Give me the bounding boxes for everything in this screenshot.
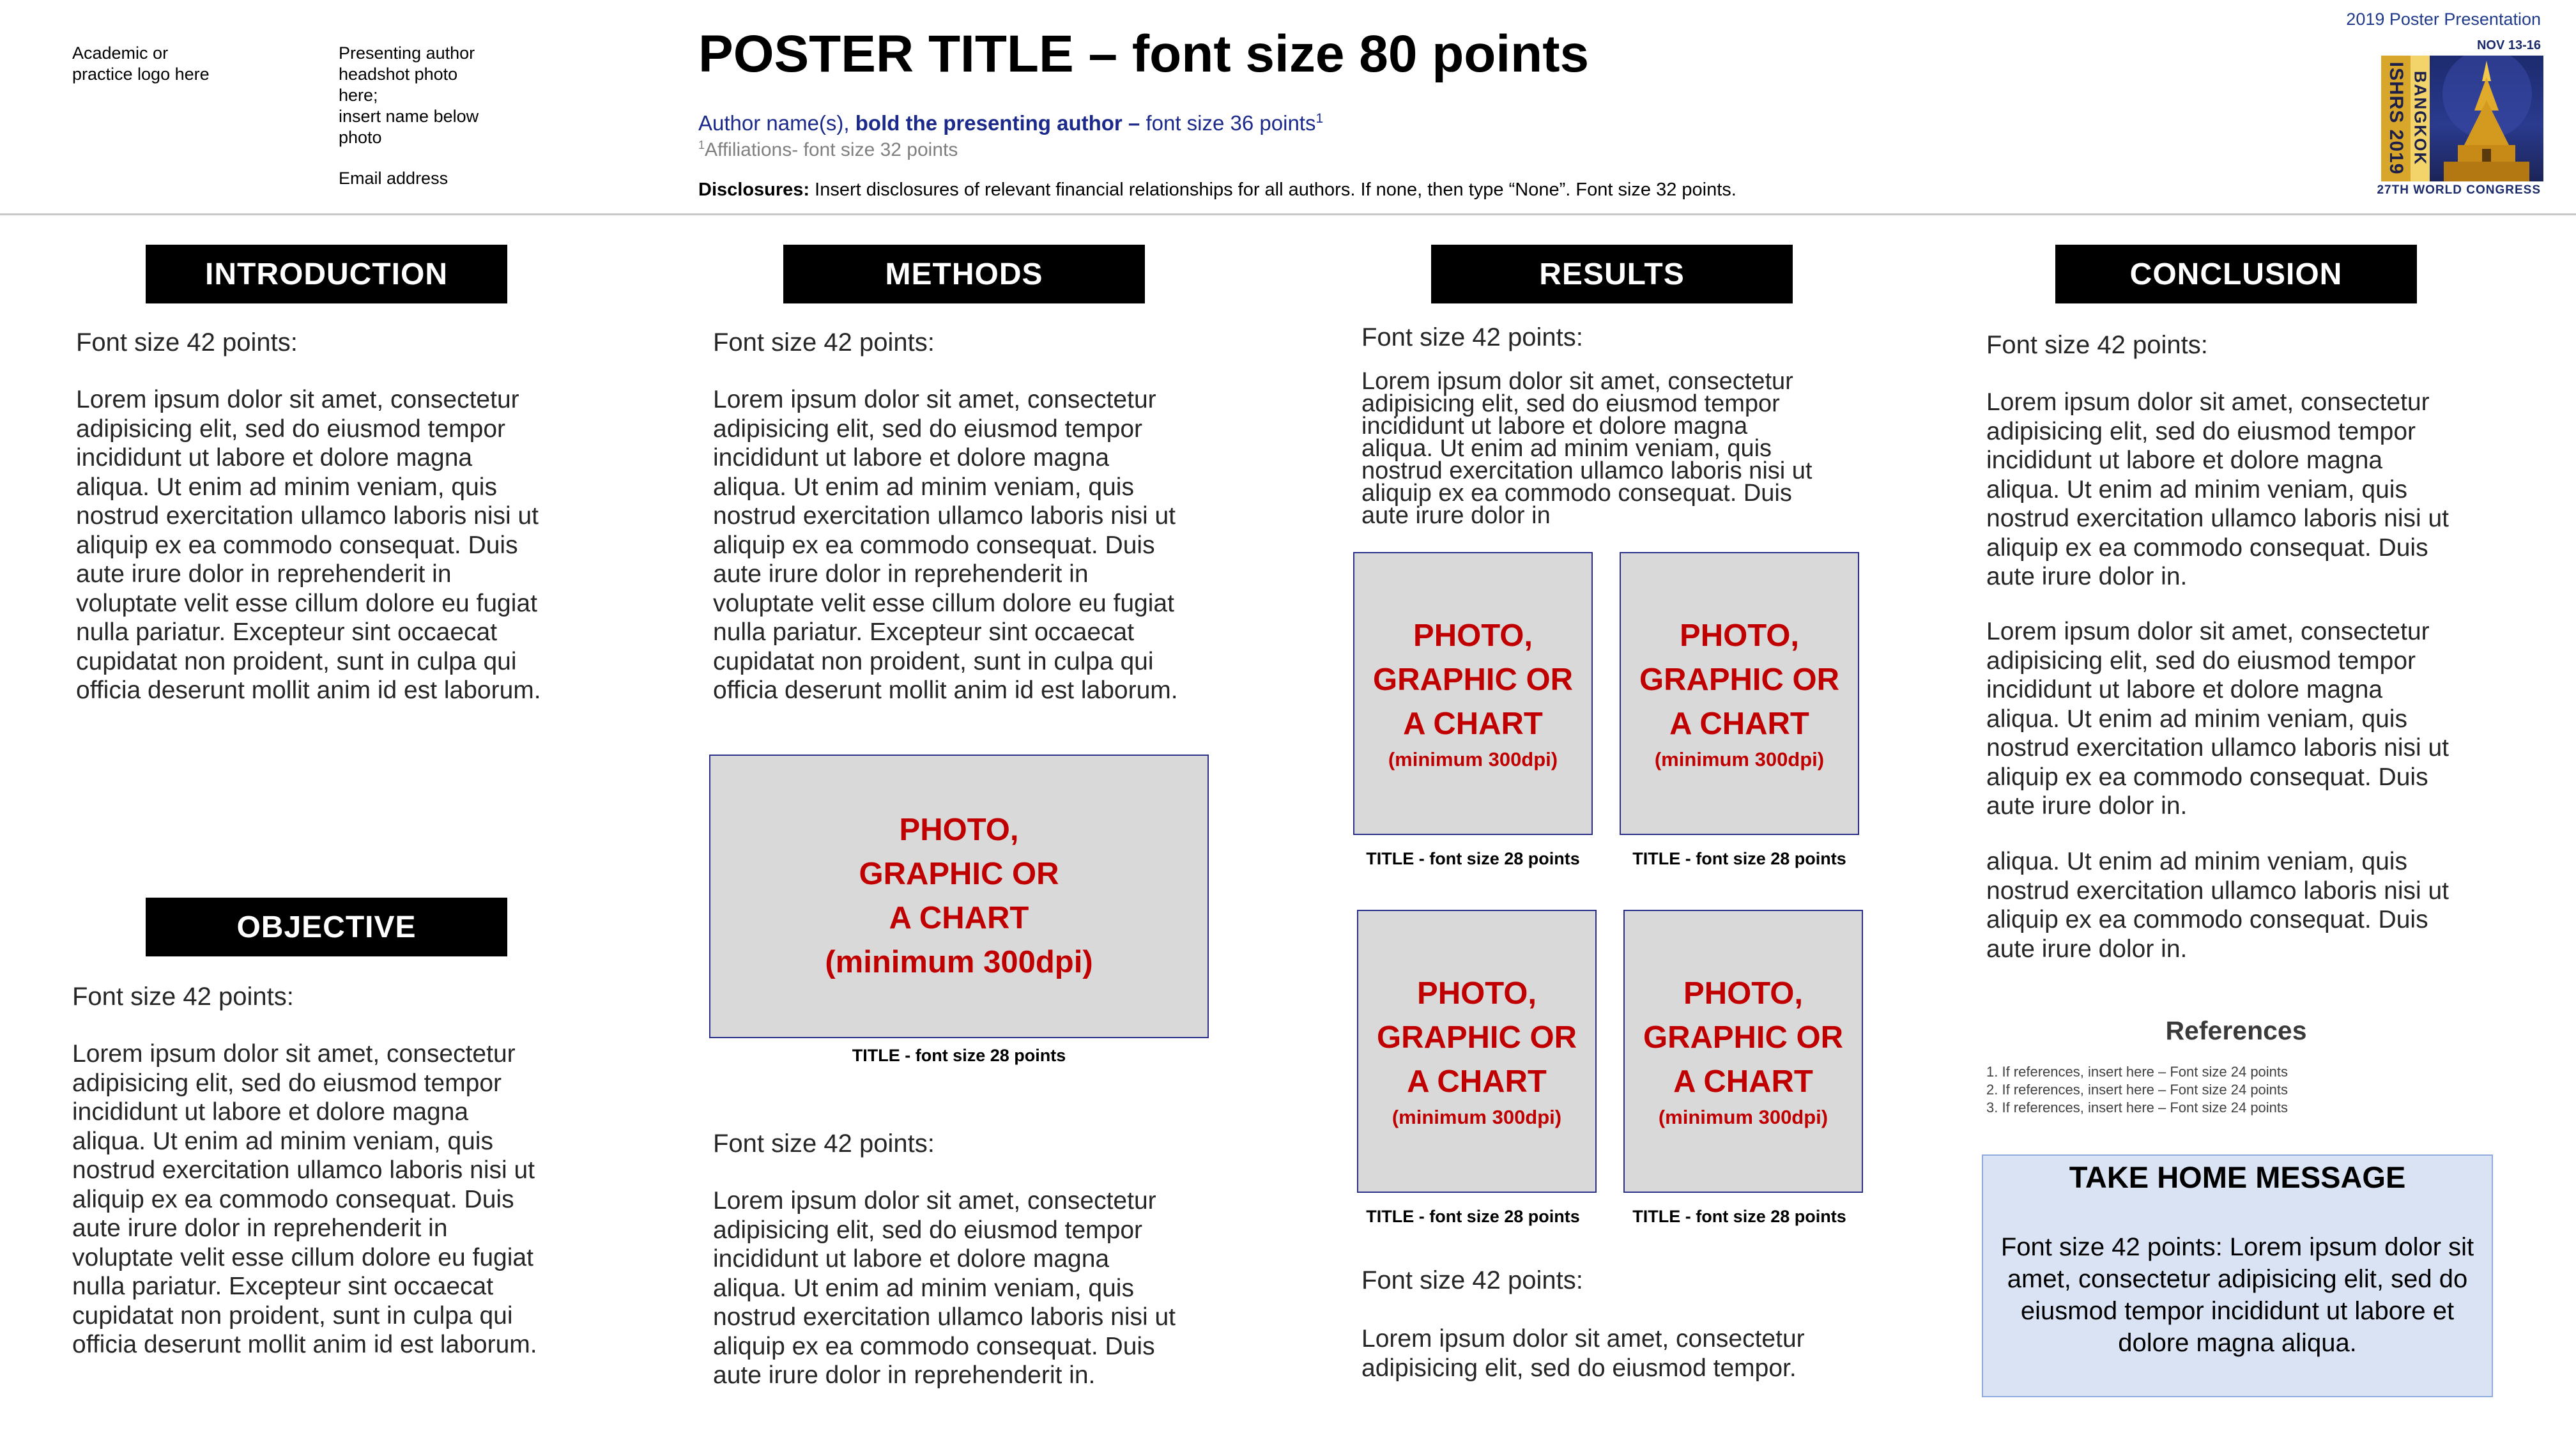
- edition-label: 2019 Poster Presentation: [2346, 10, 2541, 29]
- headshot-placeholder-line: headshot photo: [339, 65, 458, 84]
- body-line: Lorem ipsum dolor sit amet, consectetur: [76, 386, 519, 413]
- body-line: incididunt ut labore et dolore magna: [76, 444, 473, 471]
- results-figure-caption-2: TITLE - font size 28 points: [1632, 849, 1846, 868]
- body-line: nostrud exercitation ullamco laboris nisi ut: [713, 502, 1176, 530]
- objective-heading: OBJECTIVE: [146, 898, 507, 956]
- body-line: adipisicing elit, sed do eiusmod tempor.: [1361, 1354, 1797, 1382]
- author-font-note: font size 36 points: [1140, 111, 1316, 135]
- conclusion-label: Font size 42 points:: [1986, 331, 2208, 359]
- disclosures-label: Disclosures:: [698, 180, 810, 200]
- body-line: adipisicing elit, sed do eiusmod tempor: [1361, 390, 1780, 417]
- body-line: aliqua. Ut enim ad minim veniam, quis: [713, 473, 1134, 501]
- body-line: nostrud exercitation ullamco laboris nisi ut: [713, 1303, 1176, 1331]
- results-figure-placeholder-1: [1353, 552, 1593, 835]
- body-line: voluptate velit esse cillum dolore eu fugiat: [713, 589, 1174, 617]
- reference-item: 1. If references, insert here – Font size 24 points: [1986, 1064, 2288, 1080]
- body-line: Lorem ipsum dolor sit amet, consectetur: [713, 1187, 1156, 1215]
- body-line: incididunt ut labore et dolore magna: [1361, 413, 1748, 440]
- body-line: aute irure dolor in reprehenderit in: [72, 1215, 448, 1242]
- body-line: Lorem ipsum dolor sit amet, consectetur: [1361, 368, 1793, 395]
- conclusion-para-1: [1986, 388, 2449, 592]
- body-line: adipisicing elit, sed do eiusmod tempor: [1986, 417, 2416, 445]
- poster-title: POSTER TITLE – font size 80 points: [698, 25, 1590, 83]
- placeholder-dpi: (minimum 300dpi): [825, 945, 1093, 979]
- introduction-heading: INTRODUCTION: [146, 245, 507, 303]
- take-home-line: eiusmod tempor incididunt ut labore et: [2020, 1297, 2455, 1325]
- take-home-line: amet, consectetur adipisicing elit, sed do: [2007, 1265, 2468, 1293]
- congress-logo-line1: ISHRS 2019: [2386, 61, 2407, 175]
- placeholder-line: GRAPHIC OR: [1639, 663, 1840, 697]
- placeholder-line: PHOTO,: [1680, 618, 1799, 653]
- take-home-body: [1983, 1231, 2492, 1359]
- body-line: aliqua. Ut enim ad minim veniam, quis: [72, 1127, 493, 1155]
- placeholder-line: A CHART: [1407, 1064, 1547, 1099]
- body-line: nostrud exercitation ullamco laboris nisi ut: [72, 1156, 535, 1184]
- objective-body: [72, 1039, 537, 1360]
- temple-icon: [2430, 56, 2543, 181]
- references-list: [1986, 1063, 2288, 1117]
- placeholder-line: A CHART: [1673, 1064, 1813, 1099]
- body-line: nostrud exercitation ullamco laboris nisi ut: [1986, 505, 2450, 532]
- body-line: adipisicing elit, sed do eiusmod tempor: [713, 415, 1143, 443]
- body-line: voluptate velit esse cillum dolore eu fugiat: [72, 1243, 533, 1271]
- take-home-message-box: [1982, 1154, 2493, 1397]
- placeholder-line: PHOTO,: [1413, 618, 1533, 653]
- author-line: [698, 111, 1323, 135]
- body-line: officia deserunt mollit anim id est laborum.: [72, 1331, 537, 1358]
- author-superscript: 1: [1315, 111, 1324, 126]
- body-line: incididunt ut labore et dolore magna: [713, 444, 1110, 471]
- methods-body-2: [713, 1186, 1176, 1390]
- body-line: adipisicing elit, sed do eiusmod tempor: [76, 415, 506, 443]
- body-line: adipisicing elit, sed do eiusmod tempor: [713, 1216, 1143, 1244]
- methods-figure-caption: TITLE - font size 28 points: [852, 1046, 1066, 1065]
- body-line: aliqua. Ut enim ad minim veniam, quis: [713, 1274, 1134, 1302]
- body-line: nostrud exercitation ullamco laboris nisi ut: [1986, 877, 2450, 905]
- headshot-placeholder-line: here;: [339, 86, 378, 105]
- conclusion-para-2: [1986, 617, 2449, 821]
- body-line: aliquip ex ea commodo consequat. Duis: [1986, 763, 2428, 791]
- body-line: nostrud exercitation ullamco laboris nisi ut: [1361, 457, 1813, 484]
- logo-placeholder-line: practice logo here: [72, 65, 210, 84]
- placeholder-dpi: (minimum 300dpi): [1654, 748, 1825, 770]
- body-line: nostrud exercitation ullamco laboris nisi ut: [76, 502, 539, 530]
- disclosures-text: Insert disclosures of relevant financial relationships for all authors. If none, then type “None”. Font size 32 points.: [809, 180, 1736, 200]
- placeholder-line: PHOTO,: [899, 813, 1019, 847]
- body-line: voluptate velit esse cillum dolore eu fugiat: [76, 589, 537, 617]
- body-line: aute irure dolor in reprehenderit in: [713, 560, 1089, 588]
- body-line: incididunt ut labore et dolore magna: [72, 1098, 469, 1126]
- congress-dates: NOV 13-16: [2476, 38, 2541, 52]
- placeholder-line: A CHART: [1669, 707, 1809, 741]
- congress-name: 27TH WORLD CONGRESS: [2377, 183, 2541, 197]
- body-line: nulla pariatur. Excepteur sint occaecat: [72, 1273, 494, 1300]
- methods-label-2: Font size 42 points:: [713, 1130, 935, 1158]
- headshot-placeholder-line: insert name below: [339, 107, 479, 126]
- reference-item: 3. If references, insert here – Font size 24 points: [1986, 1100, 2288, 1116]
- body-line: nostrud exercitation ullamco laboris nisi ut: [1986, 734, 2450, 762]
- results-body: [1361, 368, 1813, 529]
- logo-placeholder: [72, 43, 210, 85]
- objective-label: Font size 42 points:: [72, 983, 294, 1011]
- disclosures: [698, 180, 1736, 201]
- body-line: aute irure dolor in reprehenderit in.: [713, 1361, 1096, 1389]
- body-line: nulla pariatur. Excepteur sint occaecat: [76, 618, 498, 646]
- body-line: aliqua. Ut enim ad minim veniam, quis: [1986, 475, 2407, 503]
- placeholder-dpi: (minimum 300dpi): [1658, 1106, 1828, 1128]
- body-line: incididunt ut labore et dolore magna: [1986, 447, 2383, 474]
- body-line: adipisicing elit, sed do eiusmod tempor: [1986, 647, 2416, 675]
- results-figure-caption-1: TITLE - font size 28 points: [1366, 849, 1580, 868]
- body-line: aliquip ex ea commodo consequat. Duis: [72, 1185, 514, 1213]
- body-line: officia deserunt mollit anim id est laborum.: [76, 677, 541, 704]
- body-line: aliquip ex ea commodo consequat. Duis: [1986, 533, 2428, 562]
- body-line: nulla pariatur. Excepteur sint occaecat: [713, 618, 1135, 646]
- body-line: incididunt ut labore et dolore magna: [713, 1245, 1110, 1273]
- body-line: incididunt ut labore et dolore magna: [1986, 676, 2383, 703]
- body-line: officia deserunt mollit anim id est laborum.: [713, 677, 1178, 704]
- logo-placeholder-line: Academic or: [72, 43, 169, 63]
- body-line: aute irure dolor in: [1361, 502, 1551, 529]
- placeholder-line: PHOTO,: [1417, 976, 1537, 1011]
- placeholder-dpi: (minimum 300dpi): [1388, 748, 1558, 770]
- methods-body: [713, 385, 1178, 705]
- placeholder-dpi: (minimum 300dpi): [1392, 1106, 1562, 1128]
- body-line: aliqua. Ut enim ad minim veniam, quis: [76, 473, 497, 501]
- results-figure-caption-3: TITLE - font size 28 points: [1366, 1207, 1580, 1226]
- introduction-label: Font size 42 points:: [76, 328, 298, 356]
- presenting-author: bold the presenting author –: [855, 111, 1140, 135]
- placeholder-line: GRAPHIC OR: [1372, 663, 1574, 697]
- references-heading: References: [2165, 1016, 2307, 1045]
- affiliations: [698, 139, 958, 161]
- placeholder-line: GRAPHIC OR: [859, 857, 1059, 891]
- body-line: Lorem ipsum dolor sit amet, consectetur: [1986, 618, 2430, 645]
- results-figure-placeholder-4: [1623, 910, 1863, 1193]
- results-figure-placeholder-2: [1620, 552, 1859, 835]
- reference-item: 2. If references, insert here – Font size 24 points: [1986, 1082, 2288, 1098]
- body-line: aute irure dolor in.: [1986, 563, 2188, 590]
- body-line: aute irure dolor in.: [1986, 792, 2188, 820]
- body-line: Lorem ipsum dolor sit amet, consectetur: [713, 386, 1156, 413]
- conclusion-para-3: [1986, 847, 2449, 963]
- body-line: aliquip ex ea commodo consequat. Duis: [713, 531, 1155, 559]
- body-line: cupidatat non proident, sunt in culpa qui: [76, 647, 517, 675]
- body-line: aute irure dolor in reprehenderit in: [76, 560, 452, 588]
- affiliation-text: Affiliations- font size 32 points: [705, 139, 958, 160]
- results-figure-placeholder-3: [1357, 910, 1597, 1193]
- headshot-placeholder-line: photo: [339, 128, 382, 147]
- results-heading: RESULTS: [1431, 245, 1793, 303]
- placeholder-line: GRAPHIC OR: [1376, 1020, 1577, 1055]
- header-divider: [0, 213, 2576, 215]
- body-line: Lorem ipsum dolor sit amet, consectetur: [1986, 388, 2430, 416]
- results-label-2: Font size 42 points:: [1361, 1266, 1583, 1294]
- placeholder-line: PHOTO,: [1683, 976, 1803, 1011]
- body-line: aliquip ex ea commodo consequat. Duis: [1986, 906, 2428, 933]
- body-line: aliqua. Ut enim ad minim veniam, quis: [1986, 705, 2407, 733]
- body-line: Lorem ipsum dolor sit amet, consectetur: [1361, 1325, 1805, 1353]
- placeholder-line: GRAPHIC OR: [1643, 1020, 1844, 1055]
- methods-heading: METHODS: [783, 245, 1145, 303]
- conclusion-heading: CONCLUSION: [2055, 245, 2417, 303]
- results-figure-caption-4: TITLE - font size 28 points: [1632, 1207, 1846, 1226]
- affiliation-superscript: 1: [698, 139, 705, 151]
- placeholder-line: A CHART: [889, 901, 1029, 935]
- congress-logo-line2: BANGKOK: [2411, 70, 2430, 166]
- take-home-line: Font size 42 points: Lorem ipsum dolor sit: [2000, 1233, 2474, 1261]
- author-names: Author name(s),: [698, 111, 855, 135]
- results-body-2: [1361, 1324, 1805, 1383]
- body-line: aute irure dolor in.: [1986, 935, 2188, 963]
- email-placeholder: Email address: [339, 169, 448, 188]
- take-home-line: dolore magna aliqua.: [2118, 1329, 2357, 1357]
- results-label: Font size 42 points:: [1361, 323, 1583, 351]
- placeholder-line: A CHART: [1403, 707, 1543, 741]
- congress-logo: [2381, 56, 2543, 181]
- body-line: Lorem ipsum dolor sit amet, consectetur: [72, 1040, 516, 1068]
- body-line: cupidatat non proident, sunt in culpa qui: [713, 647, 1154, 675]
- headshot-placeholder-line: Presenting author: [339, 43, 475, 63]
- body-line: adipisicing elit, sed do eiusmod tempor: [72, 1069, 502, 1097]
- introduction-body: [76, 385, 541, 705]
- body-line: aliquip ex ea commodo consequat. Duis: [713, 1332, 1155, 1360]
- methods-label: Font size 42 points:: [713, 328, 935, 356]
- body-line: aliqua. Ut enim ad minim veniam, quis: [1361, 435, 1772, 462]
- body-line: aliquip ex ea commodo consequat. Duis: [1361, 480, 1792, 507]
- methods-figure-placeholder: [709, 755, 1209, 1038]
- body-line: aliqua. Ut enim ad minim veniam, quis: [1986, 848, 2407, 875]
- body-line: cupidatat non proident, sunt in culpa qui: [72, 1301, 513, 1330]
- take-home-heading: TAKE HOME MESSAGE: [2069, 1160, 2406, 1194]
- headshot-placeholder: [339, 43, 479, 148]
- body-line: aliquip ex ea commodo consequat. Duis: [76, 531, 518, 559]
